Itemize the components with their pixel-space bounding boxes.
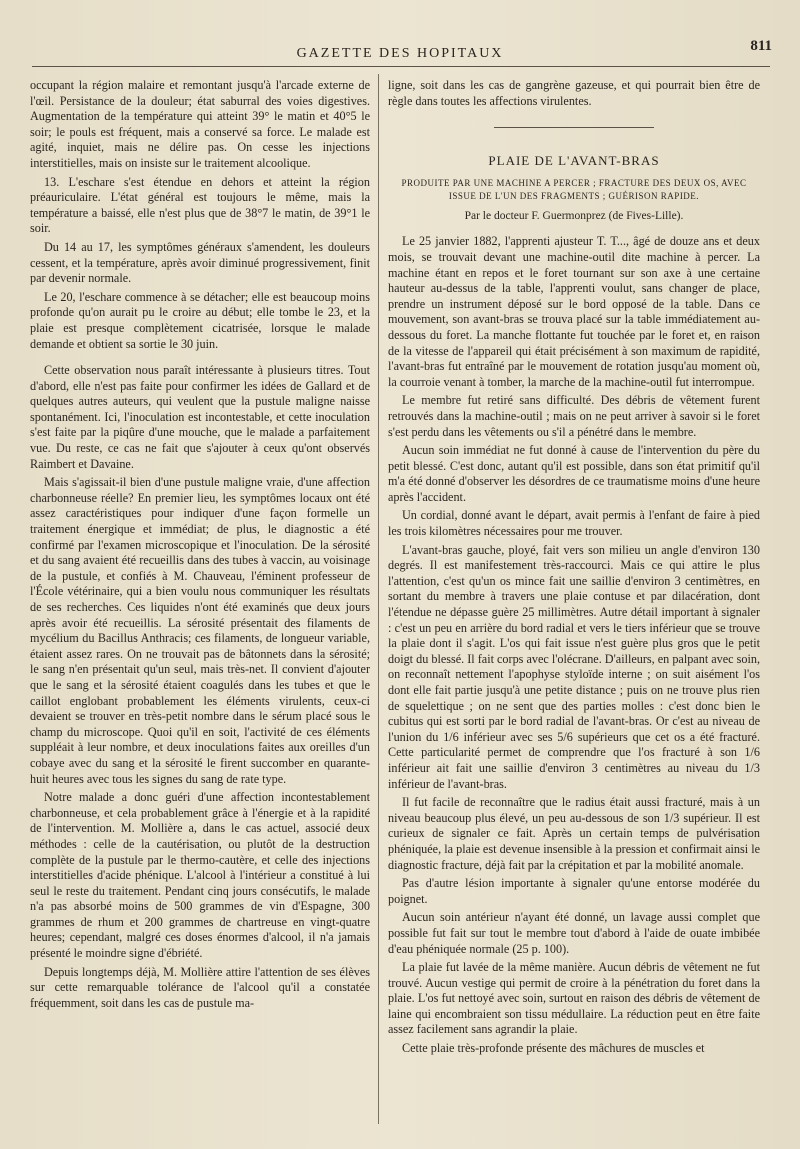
paragraph: Le membre fut retiré sans difficulté. Des débris de vêtement furent retrouvés dans la machine-outil ; mais on ne peut arriver à savoir si le foret s'est perdu dans les vêtements ou s'il a pénétré dans le membre. — [388, 393, 760, 439]
journal-title: GAZETTE DES HOPITAUX — [296, 46, 504, 61]
section-separator — [388, 119, 760, 133]
paragraph: Aucun soin immédiat ne fut donné à cause de l'intervention du père du petit blessé. C'est donc, autant qu'il est possible, dans son état primitif qu'il m'a été donné d'observer les désordres de ce traumatisme moins d'une heure après l'accident. — [388, 443, 760, 504]
header-rule — [32, 66, 770, 67]
right-column — [388, 78, 760, 1060]
article-author: Par le docteur F. Guermonprez (de Fives-Lille). — [464, 209, 684, 222]
paragraph: Pas d'autre lésion importante à signaler qu'une entorse modérée du poignet. — [388, 876, 760, 906]
paragraph: Il fut facile de reconnaître que le radius était aussi fracturé, mais à un niveau beaucoup plus élevé, un peu au-dessous de son 1/3 supérieur. Il est curieux de signaler ce fait. Après un certain temps de pulvérisation phéniquée, la plaie est devenue insensible à la pression et confirmait ainsi le diagnostic fracture, déjà fait par la crépitation et par la mobilité anomale. — [388, 795, 760, 872]
paragraph: 13. L'eschare s'est étendue en dehors et atteint la région préauriculaire. L'état général est toujours le même, mais la température a baissé, elle n'est plus que de 38°7 le matin, de 39°1 le soir. — [30, 174, 370, 236]
article-subtitle: PRODUITE PAR UNE MACHINE A PERCER ; FRACTURE DES DEUX OS, AVEC ISSUE DE L'UN DES FRAGMENTS ; GUÉRISON RAPIDE. — [401, 177, 747, 201]
paragraph: Le 20, l'eschare commence à se détacher; elle est beaucoup moins profonde qu'on aurait pu le croire au début; elle tombe le 23, et la plaie est presque complètement cicatrisée, lorsque le malade demande et obtient sa sortie le 30 juin. — [30, 289, 370, 351]
column-divider — [378, 74, 379, 1124]
paragraph: occupant la région malaire et remontant jusqu'à l'arcade externe de l'œil. Persistance de la douleur; état saburral des voies digestives. Augmentation de la température qui atteint 39° le matin et 40°5 le soir; le pouls est fréquent, mais a conservé sa force. Le malade est agité, inquiet, mais ne délire pas. On cesse les injections interstitielles, mais on insiste sur le traitement alcoolique. — [30, 78, 370, 170]
paragraph-continuation: ligne, soit dans les cas de gangrène gazeuse, et qui pourrait bien être de règle dans toutes les affections virulentes. — [388, 78, 760, 108]
page-number: 811 — [750, 38, 772, 54]
paragraph: Un cordial, donné avant le départ, avait permis à l'enfant de faire à pied les trois kilomètres nécessaires pour me trouver. — [388, 508, 760, 539]
article-title: PLAIE DE L'AVANT-BRAS — [488, 153, 660, 169]
paragraph: L'avant-bras gauche, ployé, fait vers son milieu un angle d'environ 130 degrés. Il est manifestement très-raccourci. Mais ce qui attire le plus l'attention, c'est qu'un os mince fait une saillie d'environ 3 centimètres, en sortant du membre à travers une plaie contuse et par dilacération, dont l'étendue ne dépasse guère 25 millimètres. Autre détail important à signaler : c'est un peu en arrière du bord radial et vers le tiers inférieur que se trouve la plaie dont il s'agit. L'os qui fait issue n'est guère plus gros que le petit doigt du blessé. Il fait corps avec l'olécrane. D'ailleurs, en palpant avec soin, on reconnaît nettement l'apophyse styloïde interne ; on suit aisément l'os dont elle fait partie jusqu'à une petite distance ; puis on ne trouve plus rien de squelettique ; on ne sent que des parties molles : c'est donc bien le cubitus qui est sorti par le bord radial de l'avant-bras. Or c'est au niveau de l'union du 1/6 inférieur avec ses 5/6 supérieurs que cet os a été fracturé. Cette particularité permet de comprendre que l'os fracturé à son 1/6 inférieur ait fait une saillie d'environ 3 centimètres au niveau du 1/3 inférieur de l'avant-bras. — [388, 542, 760, 791]
left-column — [30, 78, 370, 1014]
page-header — [20, 38, 780, 66]
paragraph: Aucun soin antérieur n'ayant été donné, un lavage aussi complet que possible fut fait sur tout le membre tout d'abord à l'aide de ouate imbibée d'eau phéniquée normale (25 p. 100). — [388, 910, 760, 956]
paragraph: La plaie fut lavée de la même manière. Aucun débris de vêtement ne fut trouvé. Aucun vestige qui permit de croire à la pénétration du foret dans la plaie. L'os fut nettoyé avec soin, surtout en raison des débris de vêtement de laine qui encombraient son tissu médullaire. La réduction peut en être faite assez facilement sans agrandir la plaie. — [388, 960, 760, 1037]
paragraph: Le 25 janvier 1882, l'apprenti ajusteur T. T..., âgé de douze ans et deux mois, se trouvait devant une machine-outil dite machine à percer. La machine étant en repos et le foret tournant sur son axe à une certaine hauteur au-dessus de la table, l'apprenti voulut, sans changer de place, prendre un instrument déposé sur le bord opposé de la table. Dans ce mouvement, son avant-bras se trouva placé sur la table immédiatement au-dessous du foret. La manche flottante fut touchée par le foret et, en raison de la vitesse de l'appareil qui était précisément à son maximum de rapidité, l'avant-bras fut entraîné par le mouvement de rotation jusqu'au moment où, la courroie venant à tomber, la marche de la machine-outil fut interrompue. — [388, 234, 760, 389]
paragraph: Cette observation nous paraît intéressante à plusieurs titres. Tout d'abord, elle n'est pas faite pour confirmer les idées de Gallard et de quelques autres auteurs, qui veulent que la pustule maligne naisse spontanément. Ici, l'inoculation est incontestable, et cette inoculation s'est faite par la piqûre d'une mouche, que le malade a parfaitement vue. Du reste, ce cas ne fait que s'ajouter à ceux qu'ont observés Raimbert et Davaine. — [30, 363, 370, 471]
paragraph: Du 14 au 17, les symptômes généraux s'amendent, les douleurs cessent, et la température, après avoir diminué progressivement, finit par devenir normale. — [30, 239, 370, 286]
paragraph: Depuis longtemps déjà, M. Mollière attire l'attention de ses élèves sur cette remarquable tolérance de l'alcool qu'il a constatée fréquemment, soit dans les cas de pustule ma- — [30, 964, 370, 1010]
paragraph: Mais s'agissait-il bien d'une pustule maligne vraie, d'une affection charbonneuse réelle? En premier lieu, les symptômes locaux ont été assez caractéristiques pour indiquer d'une façon formelle un traitement énergique et immédiat; de plus, le diagnostic a été confirmé par l'examen microscopique et l'inoculation. De la sérosité et du sang avaient été recueillis dans des tubes à vaccin, au voisinage de la pustule, et confiés à M. Chauveau, l'éminent professeur de l'École vétérinaire, qui a bien voulu nous communiquer les résultats de ses recherches. Ces liquides n'ont été examinés que deux jours après avoir été recueillis. La sérosité présentait des filaments de mycélium du Bacillus Anthracis; ces filaments, de longueur variable, étaient assez rares. On ne trouvait pas de bâtonnets dans la sérosité; le sang n'en présentait qu'un seul, mais très-net. Il convient d'ajouter que le sang et la sérosité étaient coagulés dans les tubes et que le caillot englobant probablement les éléments virulents, ceux-ci devaient se trouver en très-petit nombre dans le sérum placé sous le champ du microscope. Quoi qu'il en soit, l'activité de ces éléments suppléait à leur nombre, et deux inoculations faites aux oreilles d'un cobaye avec du sang et la sérosité le firent succomber en quarante-huit heures avec tous les signes du sang de rate type. — [30, 475, 370, 786]
paragraph: Cette plaie très-profonde présente des mâchures de muscles et — [402, 1041, 705, 1056]
paragraph: Notre malade a donc guéri d'une affection incontestablement charbonneuse, et cela probablement grâce à l'énergie et à la rapidité de l'intervention. M. Mollière a, dans le cas actuel, associé deux méthodes : celle de la cautérisation, ou plutôt de la destruction complète de la pustule par le thermo-cautère, et celle des injections interstitielles d'acide phénique. L'alcool à l'intérieur a constitué à lui seul le reste du traitement. Pendant cinq jours consécutifs, le malade n'a pas absorbé moins de 500 grammes de vin d'Espagne, 300 grammes de rhum et 200 grammes de chartreuse en vingt-quatre heures; cependant, malgré ces doses énormes d'alcool, il n'a jamais présenté le moindre signe d'ébriété. — [30, 790, 370, 961]
